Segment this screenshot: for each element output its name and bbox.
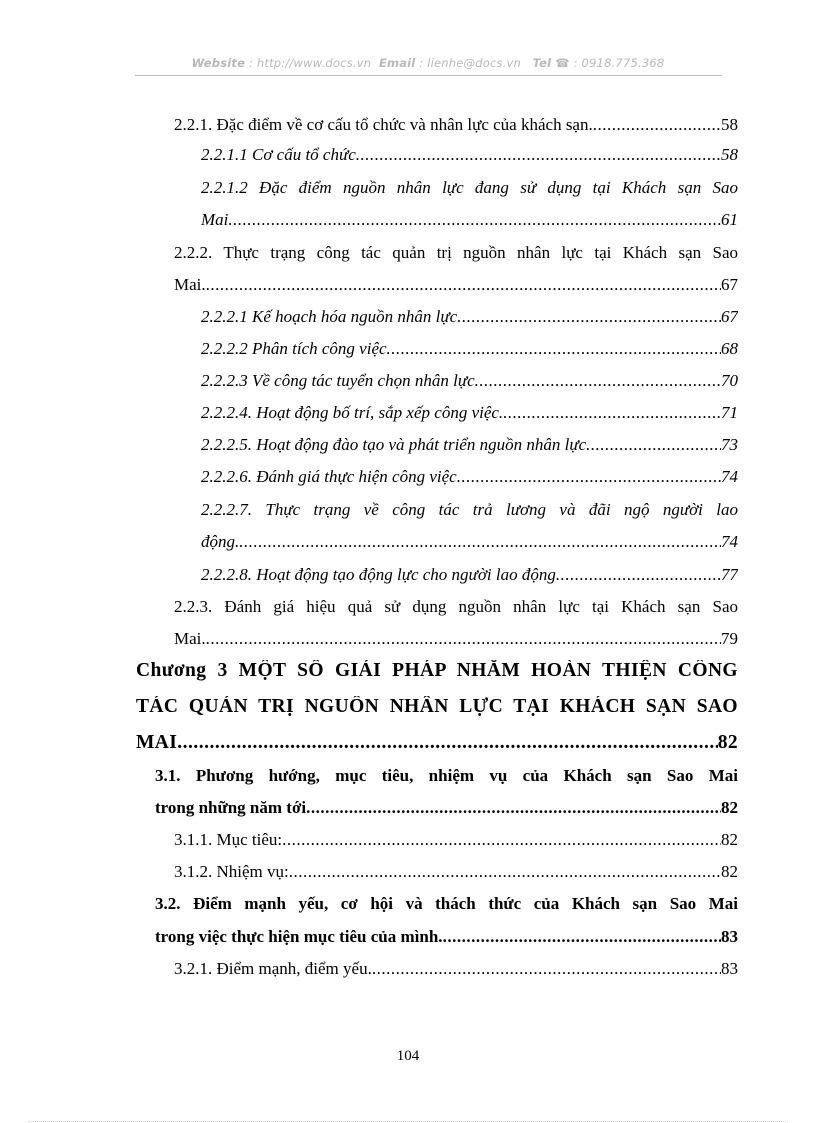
toc-entry-title: 2.2.2.2 Phân tích công việc — [201, 339, 387, 358]
toc-entry-title: 2.2.1. Đặc điểm về cơ cấu tổ chức và nhân lực của khách sạn. — [174, 115, 593, 134]
toc-leader — [206, 275, 721, 295]
toc-page-number: 58 — [721, 145, 738, 164]
toc-entry-title: Mai — [201, 210, 229, 229]
toc-page-number: 74 — [721, 467, 738, 486]
toc-leader — [503, 403, 721, 423]
toc-entry-3-1[interactable] — [155, 766, 738, 794]
toc-entry-title: động. — [201, 532, 240, 551]
toc-entry-2-2-2[interactable] — [174, 243, 738, 271]
toc-leader — [457, 307, 721, 327]
toc-chapter-3[interactable] — [136, 660, 738, 692]
toc-entry-2-2-3-cont[interactable] — [174, 629, 738, 657]
toc-entry-title: 3.1.1. Mục tiêu: — [174, 830, 283, 849]
toc-entry-3-1-2[interactable] — [174, 862, 738, 890]
toc-page-number: 71 — [721, 403, 738, 422]
toc-page-number: 61 — [721, 210, 738, 229]
toc-entry-2-2-2-cont[interactable] — [174, 275, 738, 303]
toc-entry-title: 3.2. Điểm mạnh yếu, cơ hội và thách thức của Khách sạn Sao Mai — [155, 894, 738, 913]
toc-leader — [556, 565, 721, 585]
toc-entry-2-2-1-2-cont[interactable] — [201, 210, 738, 238]
toc-page-number: 82 — [721, 798, 738, 817]
toc-entry-2-2-2-7[interactable] — [201, 500, 738, 528]
toc-entry-title: 2.2.3. Đánh giá hiệu quả sử dụng nguồn nhân lực tại Khách sạn Sao — [174, 597, 738, 616]
toc-page-number: 70 — [721, 371, 738, 390]
toc-entry-title: TÁC QUẢN TRỊ NGUỒN NHÂN LỰC TẠI KHÁCH SẠN SAO — [136, 696, 738, 717]
toc-page-number: 83 — [721, 959, 738, 978]
toc-leader — [206, 629, 721, 649]
toc-entry-title: 2.2.1.1 Cơ cấu tổ chức — [201, 145, 356, 164]
tel-value: ☎ : 0918.775.368 — [555, 56, 665, 70]
toc-entry-title: 2.2.2. Thực trạng công tác quản trị nguồn nhân lực tại Khách sạn Sao — [174, 243, 738, 262]
toc-entry-3-1-cont[interactable] — [155, 798, 738, 826]
toc-leader — [356, 145, 721, 165]
toc-entry-2-2-2-8[interactable] — [201, 565, 738, 593]
email-value: : lienhe@docs.vn — [419, 56, 522, 70]
toc-page-number: 83 — [721, 927, 738, 946]
toc-entry-2-2-1-2[interactable] — [201, 178, 738, 206]
footer-divider — [28, 1121, 788, 1122]
toc-entry-title: Chương 3 MỘT SỐ GIẢI PHÁP NHẰM HOÀN THIỆN CÔNG — [136, 660, 738, 681]
toc-leader — [306, 798, 721, 818]
email-label: Email — [378, 56, 416, 70]
toc-page-number: 82 — [721, 862, 738, 881]
toc-entry-title: 2.2.2.1 Kế hoạch hóa nguồn nhân lực — [201, 307, 458, 326]
toc-page-number: 82 — [717, 732, 738, 753]
toc-entry-title: 2.2.2.5. Hoạt động đào tạo và phát triển nguồn nhân lực — [201, 435, 587, 454]
toc-leader — [228, 210, 721, 230]
toc-leader — [443, 927, 721, 947]
toc-entry-2-2-3[interactable] — [174, 597, 738, 625]
toc-leader — [457, 467, 721, 487]
toc-entry-title: Mai. — [174, 275, 206, 294]
toc-page-number: 74 — [721, 532, 738, 551]
toc-leader — [177, 732, 717, 754]
toc-page-number: 68 — [721, 339, 738, 358]
tel-label: Tel — [532, 56, 552, 70]
toc-entry-title: 3.1. Phương hướng, mục tiêu, nhiệm vụ của Khách sạn Sao Mai — [155, 766, 738, 785]
page-header — [135, 56, 721, 76]
toc-entry-title: 2.2.2.8. Hoạt động tạo động lực cho người lao động — [201, 565, 556, 584]
website-value: : http://www.docs.vn — [248, 56, 372, 70]
toc-entry-title: 2.2.1.2 Đặc điểm nguồn nhân lực đang sử dụng tại Khách sạn Sao — [201, 178, 738, 197]
toc-page-number: 67 — [721, 307, 738, 326]
toc-entry-2-2-1-1[interactable] — [201, 145, 738, 173]
toc-entry-3-2-cont[interactable] — [155, 927, 738, 955]
website-label: Website — [191, 56, 246, 70]
toc-entry-title: trong việc thực hiện mục tiêu của mình. — [155, 927, 443, 946]
toc-entry-title: 3.2.1. Điểm mạnh, điểm yếu. — [174, 959, 372, 978]
toc-entry-3-1-1[interactable] — [174, 830, 738, 858]
toc-entry-title: 2.2.2.3 Về công tác tuyển chọn nhân lực — [201, 371, 475, 390]
toc-entry-title: 2.2.2.7. Thực trạng về công tác trả lương và đãi ngộ người lao — [201, 500, 738, 519]
toc-page-number: 73 — [721, 435, 738, 454]
toc-page-number: 82 — [721, 830, 738, 849]
toc-entry-title: trong những năm tới — [155, 798, 307, 817]
toc-entry-2-2-2-2[interactable] — [201, 339, 738, 367]
toc-page-number: 77 — [721, 565, 738, 584]
toc-entry-2-2-2-4[interactable] — [201, 403, 738, 431]
toc-leader — [586, 435, 721, 455]
toc-page-number: 79 — [721, 629, 738, 648]
toc-entry-2-2-1[interactable] — [174, 115, 738, 143]
toc-chapter-3-cont[interactable] — [136, 696, 738, 728]
toc-entry-title: MAI — [136, 732, 178, 753]
toc-entry-title: Mai. — [174, 629, 206, 648]
toc-leader — [372, 959, 721, 979]
toc-entry-title: 2.2.2.4. Hoạt động bố trí, sắp xếp công việc. — [201, 403, 504, 422]
toc-leader — [289, 862, 721, 882]
toc-page-number: 58 — [721, 115, 738, 134]
page-number: 104 — [396, 1048, 420, 1064]
toc-entry-title: 3.1.2. Nhiệm vụ: — [174, 862, 289, 881]
toc-entry-2-2-2-7-cont[interactable] — [201, 532, 738, 560]
toc-leader — [387, 339, 721, 359]
toc-entry-title: 2.2.2.6. Đánh giá thực hiện công việc — [201, 467, 457, 486]
header-divider — [135, 75, 722, 76]
toc-leader — [282, 830, 721, 850]
toc-leader — [239, 532, 721, 552]
toc-entry-3-2[interactable] — [155, 894, 738, 922]
toc-chapter-3-cont2[interactable] — [136, 732, 738, 764]
toc-entry-2-2-2-5[interactable] — [201, 435, 738, 463]
toc-entry-3-2-1[interactable] — [174, 959, 738, 987]
toc-leader — [475, 371, 721, 391]
toc-entry-2-2-2-1[interactable] — [201, 307, 738, 335]
toc-entry-2-2-2-3[interactable] — [201, 371, 738, 399]
toc-entry-2-2-2-6[interactable] — [201, 467, 738, 495]
toc-page-number: 67 — [721, 275, 738, 294]
toc-leader — [593, 115, 721, 135]
